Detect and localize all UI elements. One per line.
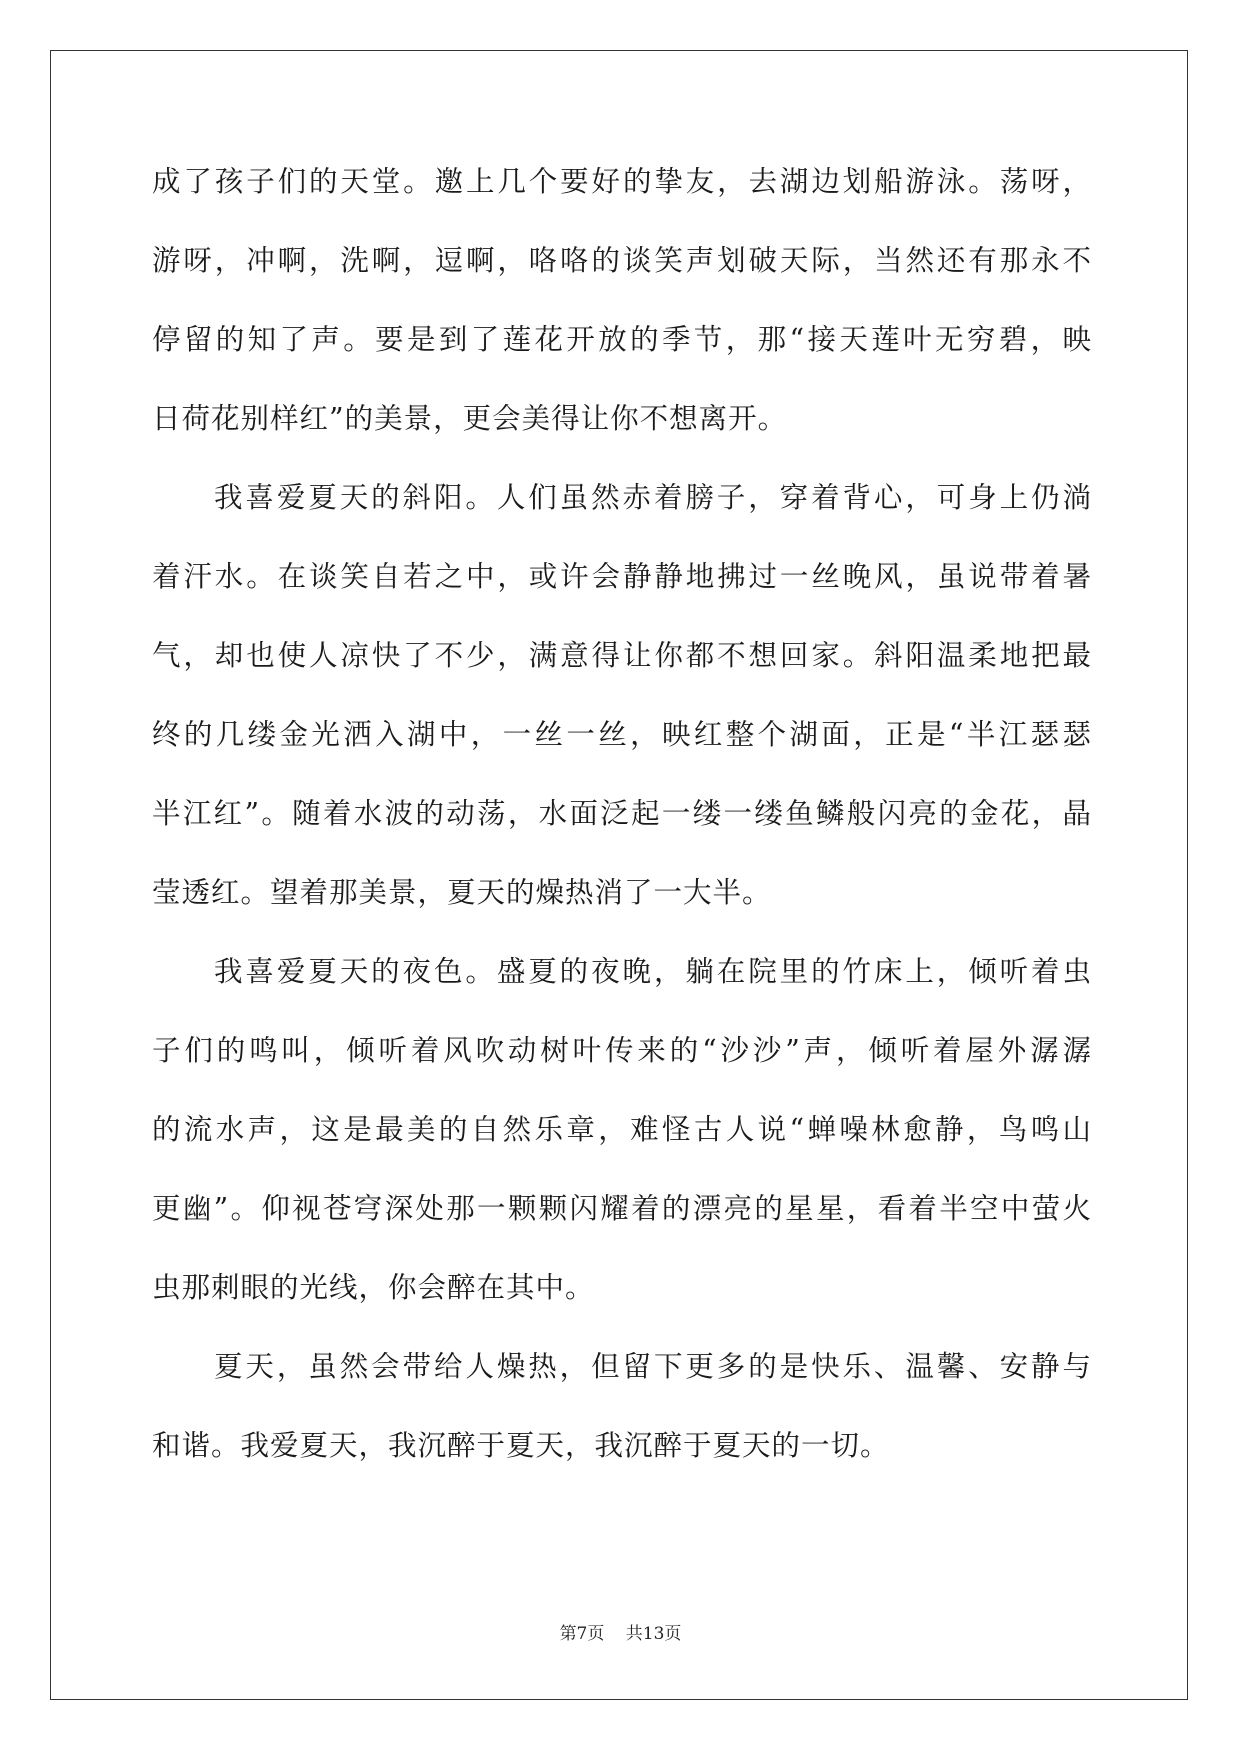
- text-line: 子们的鸣叫，倾听着风吹动树叶传来的“沙沙”声，倾听着屋外潺潺: [152, 1034, 1092, 1067]
- text-line: 虫那刺眼的光线，你会醉在其中。: [152, 1271, 595, 1304]
- text-line: 着汗水。在谈笑自若之中，或许会静静地拂过一丝晚风，虽说带着暑: [152, 560, 1092, 593]
- text-line: 停留的知了声。要是到了莲花开放的季节，那“接天莲叶无穷碧，映: [152, 323, 1092, 356]
- text-line: 成了孩子们的天堂。邀上几个要好的挚友，去湖边划船游泳。荡呀，: [152, 165, 1092, 198]
- text-line: 游呀，冲啊，洗啊，逗啊，咯咯的谈笑声划破天际，当然还有那永不: [152, 244, 1092, 277]
- paragraph-first-line: 我喜爱夏天的夜色。盛夏的夜晚，躺在院里的竹床上，倾听着虫: [214, 955, 1092, 988]
- text-line: 更幽”。仰视苍穹深处那一颗颗闪耀着的漂亮的星星，看着半空中萤火: [152, 1192, 1092, 1225]
- page-footer: [0, 1620, 1241, 1648]
- text-line: 莹透红。望着那美景，夏天的燥热消了一大半。: [152, 876, 772, 909]
- text-line: 的流水声，这是最美的自然乐章，难怪古人说“蝉噪林愈静，鸟鸣山: [152, 1113, 1092, 1146]
- text-line: 和谐。我爱夏天，我沉醉于夏天，我沉醉于夏天的一切。: [152, 1429, 890, 1462]
- text-line: 半江红”。随着水波的动荡，水面泛起一缕一缕鱼鳞般闪亮的金花，晶: [152, 797, 1092, 830]
- paragraph-first-line: 我喜爱夏天的斜阳。人们虽然赤着膀子，穿着背心，可身上仍淌: [214, 481, 1092, 514]
- text-line: 终的几缕金光洒入湖中，一丝一丝，映红整个湖面，正是“半江瑟瑟: [152, 718, 1092, 751]
- current-page-number: 第7页: [559, 1624, 605, 1644]
- text-line: 气，却也使人凉快了不少，满意得让你都不想回家。斜阳温柔地把最: [152, 639, 1092, 672]
- document-body: [152, 152, 1092, 1495]
- paragraph-first-line: 夏天，虽然会带给人燥热，但留下更多的是快乐、温馨、安静与: [214, 1350, 1092, 1383]
- total-pages: 共13页: [625, 1624, 682, 1644]
- text-line: 日荷花别样红”的美景，更会美得让你不想离开。: [152, 402, 788, 435]
